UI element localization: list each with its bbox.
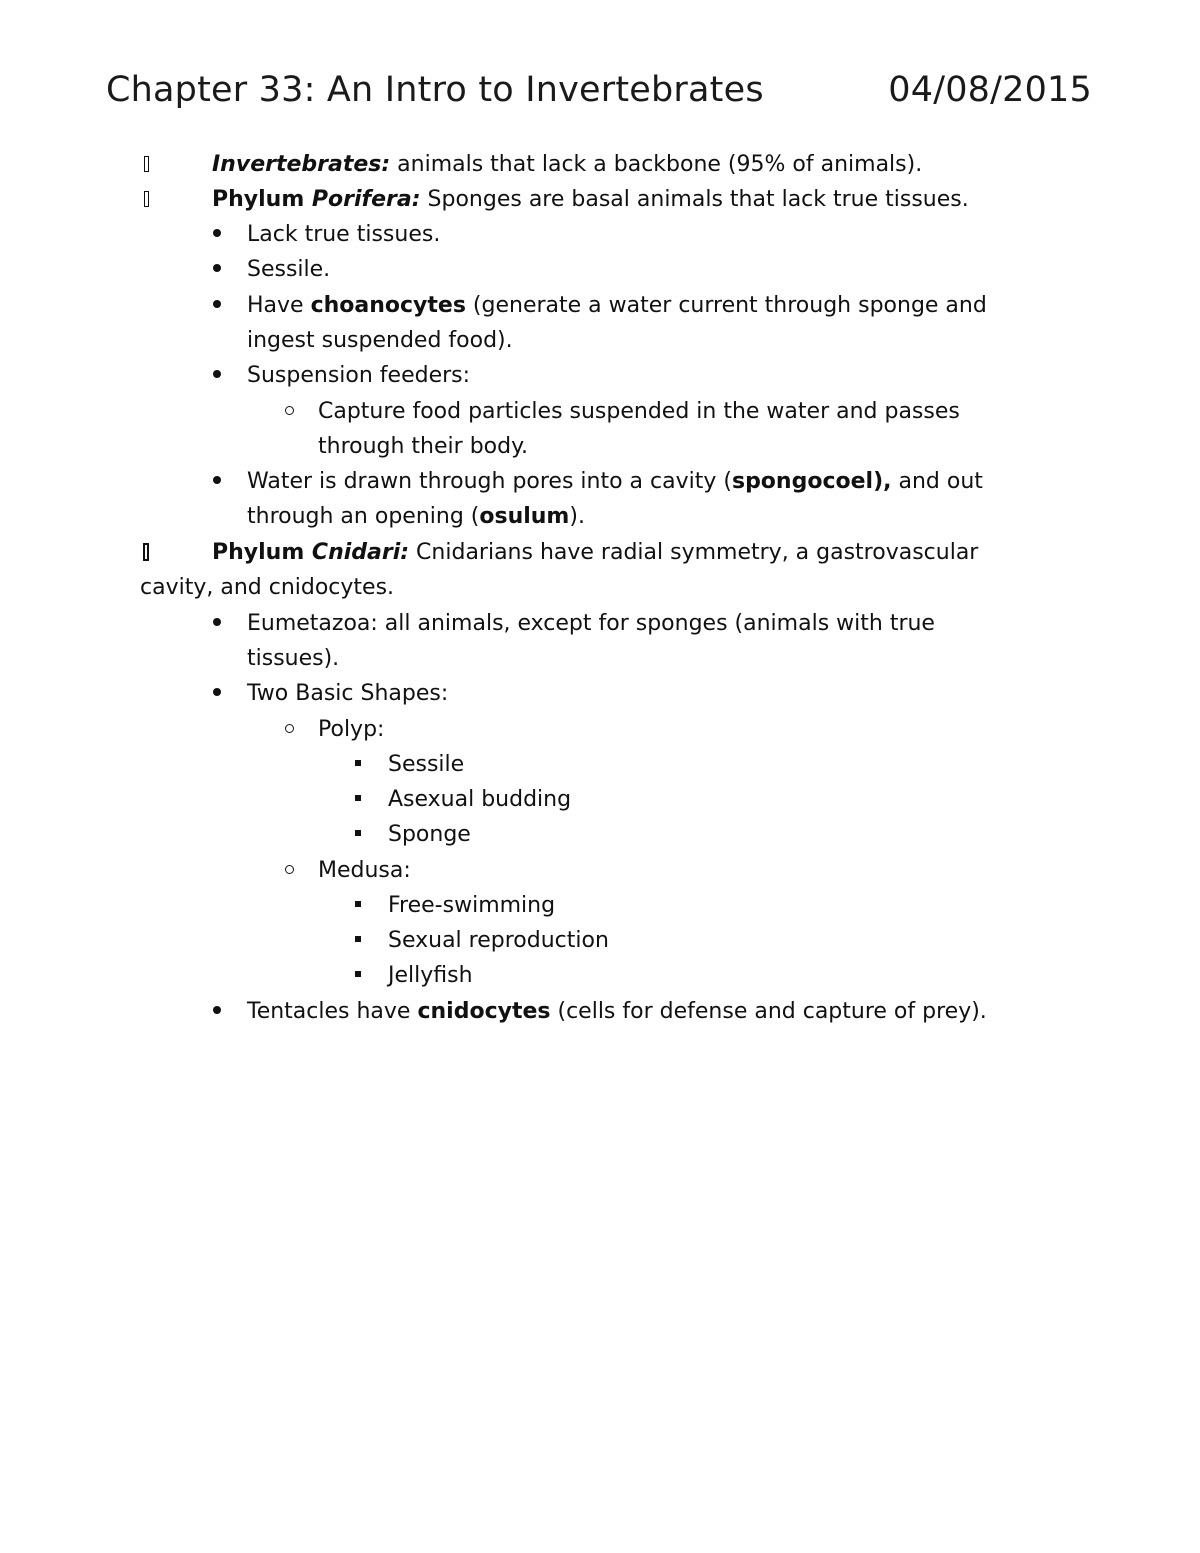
phylum-prefix: Phylum — [212, 540, 312, 565]
sub-sub-list-item: Sexual reproduction — [388, 928, 609, 953]
list-item-choanocytes — [247, 291, 987, 321]
page-header — [106, 70, 1092, 120]
sub-list-item: Medusa: — [318, 858, 411, 883]
note-text: Sponges are basal animals that lack true tissues. — [420, 187, 969, 212]
sub-list-item-continuation: through their body. — [318, 434, 528, 459]
note-cnidari — [212, 538, 978, 568]
term-osulum: osulum — [479, 504, 570, 529]
bullet-dot-icon — [213, 300, 221, 308]
box-bullet-icon — [144, 156, 149, 172]
bullet-square-icon — [355, 971, 361, 977]
text-segment: (cells for defense and capture of prey). — [550, 999, 987, 1024]
text-segment: Tentacles have — [247, 999, 418, 1024]
term-choanocytes: choanocytes — [310, 293, 466, 318]
bullet-dot-icon — [213, 476, 221, 484]
bullet-square-icon — [355, 830, 361, 836]
bullet-dot-icon — [213, 1006, 221, 1014]
sub-sub-list-item: Asexual budding — [388, 787, 572, 812]
sub-sub-list-item: Jellyfish — [388, 963, 473, 988]
bullet-circle-icon — [285, 865, 294, 874]
list-item: Lack true tissues. — [247, 222, 441, 247]
note-continuation: cavity, and cnidocytes. — [140, 575, 395, 600]
bullet-dot-icon — [213, 264, 221, 272]
bullet-circle-icon — [285, 724, 294, 733]
list-item: Suspension feeders: — [247, 363, 471, 388]
list-item: Eumetazoa: all animals, except for sponges (animals with true — [247, 611, 935, 636]
box-bullet-icon — [143, 543, 149, 561]
bullet-square-icon — [355, 901, 361, 907]
page-title: Chapter 33: An Intro to Invertebrates — [106, 70, 764, 110]
bullet-dot-icon — [213, 229, 221, 237]
phylum-name-cnidari: Cnidari: — [311, 540, 410, 565]
list-item: Two Basic Shapes: — [247, 681, 449, 706]
term-spongocoel: spongocoel), — [731, 469, 892, 494]
note-invertebrates — [212, 150, 922, 180]
text-segment: and out — [891, 469, 983, 494]
phylum-prefix: Phylum — [212, 187, 312, 212]
bullet-square-icon — [355, 795, 361, 801]
note-text: Cnidarians have radial symmetry, a gastrovascular — [409, 540, 979, 565]
bullet-dot-icon — [213, 688, 221, 696]
note-porifera — [212, 185, 969, 215]
sub-list-item: Polyp: — [318, 717, 385, 742]
list-item-water — [247, 467, 983, 497]
list-item: Sessile. — [247, 257, 331, 282]
list-item-continuation — [247, 502, 585, 532]
sub-sub-list-item: Free-swimming — [388, 893, 556, 918]
bullet-square-icon — [355, 760, 361, 766]
term-cnidocytes: cnidocytes — [417, 999, 551, 1024]
text-segment: ). — [569, 504, 585, 529]
sub-sub-list-item: Sponge — [388, 822, 471, 847]
bullet-dot-icon — [213, 618, 221, 626]
text-segment: Water is drawn through pores into a cavity ( — [247, 469, 732, 494]
phylum-name-porifera: Porifera: — [311, 187, 421, 212]
page-date: 04/08/2015 — [888, 70, 1092, 110]
box-bullet-icon — [144, 191, 149, 207]
list-item-continuation: ingest suspended food). — [247, 328, 513, 353]
text-segment: through an opening ( — [247, 504, 480, 529]
bullet-square-icon — [355, 936, 361, 942]
text-segment: (generate a water current through sponge and — [465, 293, 987, 318]
bullet-dot-icon — [213, 370, 221, 378]
text-segment: Have — [247, 293, 311, 318]
list-item-continuation: tissues). — [247, 646, 340, 671]
term-invertebrates: Invertebrates: — [212, 152, 391, 177]
list-item-tentacles — [247, 997, 987, 1027]
note-text: animals that lack a backbone (95% of animals). — [390, 152, 923, 177]
sub-list-item: Capture food particles suspended in the water and passes — [318, 399, 960, 424]
sub-sub-list-item: Sessile — [388, 752, 465, 777]
bullet-circle-icon — [285, 406, 294, 415]
